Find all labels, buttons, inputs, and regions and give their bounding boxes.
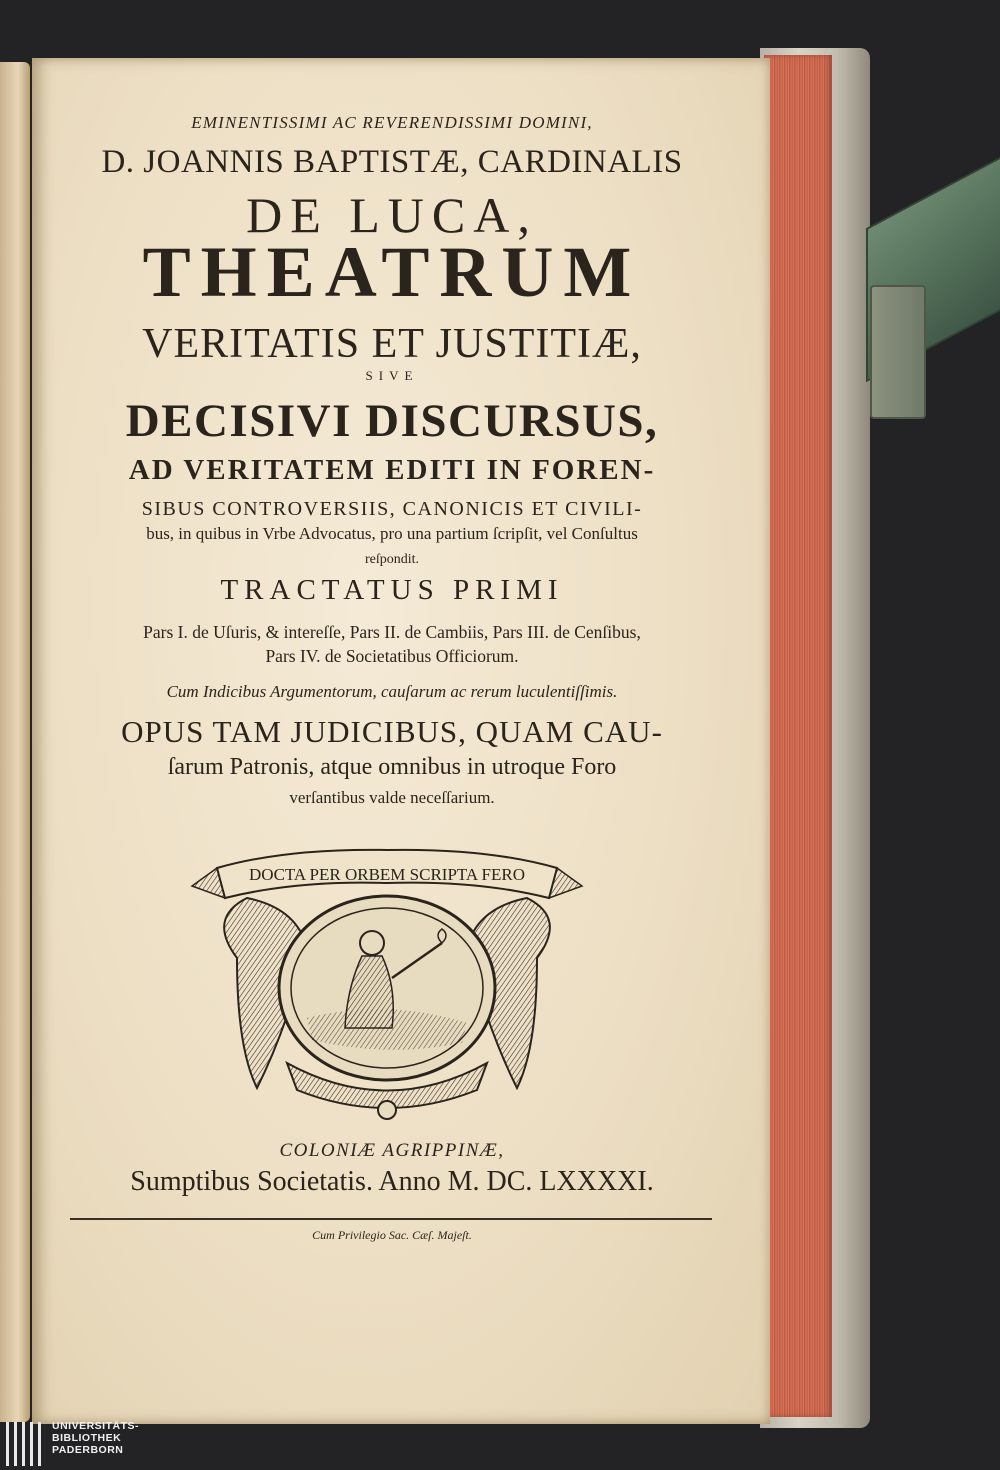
author-name-line: D. JOANNIS BAPTISTÆ, CARDINALIS (101, 144, 683, 180)
patronis-line: ſarum Patronis, atque omnibus in utroque Foro (167, 754, 617, 780)
controversiis-line: SIBUS CONTROVERSIIS, CANONICIS ET CIVILI- (141, 498, 643, 520)
indices-line: Cum Indicibus Argumentorum, cauſarum ac rerum luculentiſſimis. (166, 682, 618, 701)
library-logo-text (52, 1420, 222, 1456)
printer-emblem (177, 828, 597, 1128)
advocatus-line: bus, in quibus in Vrbe Advocatus, pro una partium ſcripſit, vel Conſultus (146, 524, 638, 543)
parts-line-2: Pars IV. de Societatibus Officiorum. (265, 646, 519, 666)
decisivi-line: DECISIVI DISCURSUS, (125, 395, 659, 447)
left-page-edge (0, 62, 30, 1422)
title-page (32, 58, 770, 1424)
author-surname-line: DE LUCA, (246, 187, 538, 243)
respondit-line: reſpondit. (364, 552, 420, 567)
versantibus-line: verſantibus valde neceſſarium. (289, 788, 495, 807)
sive-line: SIVE (365, 368, 419, 383)
logo-line-2: BIBLIOTHEK (52, 1432, 122, 1444)
emblem-motto: DOCTA PER ORBEM SCRIPTA FERO (249, 865, 525, 884)
dedication-line: EMINENTISSIMI AC REVERENDISSIMI DOMINI, (191, 113, 593, 132)
parts-line-1: Pars I. de Uſuris, & intereſſe, Pars II. de Cambiis, Pars III. de Cenſibus, (143, 622, 641, 642)
subtitle-line: VERITATIS ET JUSTITIÆ, (142, 321, 642, 367)
tractatus-heading: TRACTATUS PRIMI (220, 574, 564, 606)
ad-veritatem-line: AD VERITATEM EDITI IN FOREN- (128, 454, 656, 486)
main-title: THEATRUM (142, 232, 642, 312)
opus-line: OPUS TAM JUDICIBUS, QUAM CAU- (121, 714, 663, 749)
imprint-line: Sumptibus Societatis. Anno M. DC. LXXXXI. (130, 1166, 654, 1197)
logo-line-3: PADERBORN (52, 1444, 124, 1456)
imprint-place: COLONIÆ AGRIPPINÆ, (279, 1140, 505, 1161)
logo-line-1: UNIVERSITÄTS- (52, 1420, 140, 1432)
page-edge-red (764, 55, 832, 1417)
privilege-line: Cum Privilegio Sac. Cæſ. Majeſt. (312, 1228, 472, 1242)
book-clasp-base (870, 285, 926, 419)
imprint-rule (70, 1218, 712, 1220)
